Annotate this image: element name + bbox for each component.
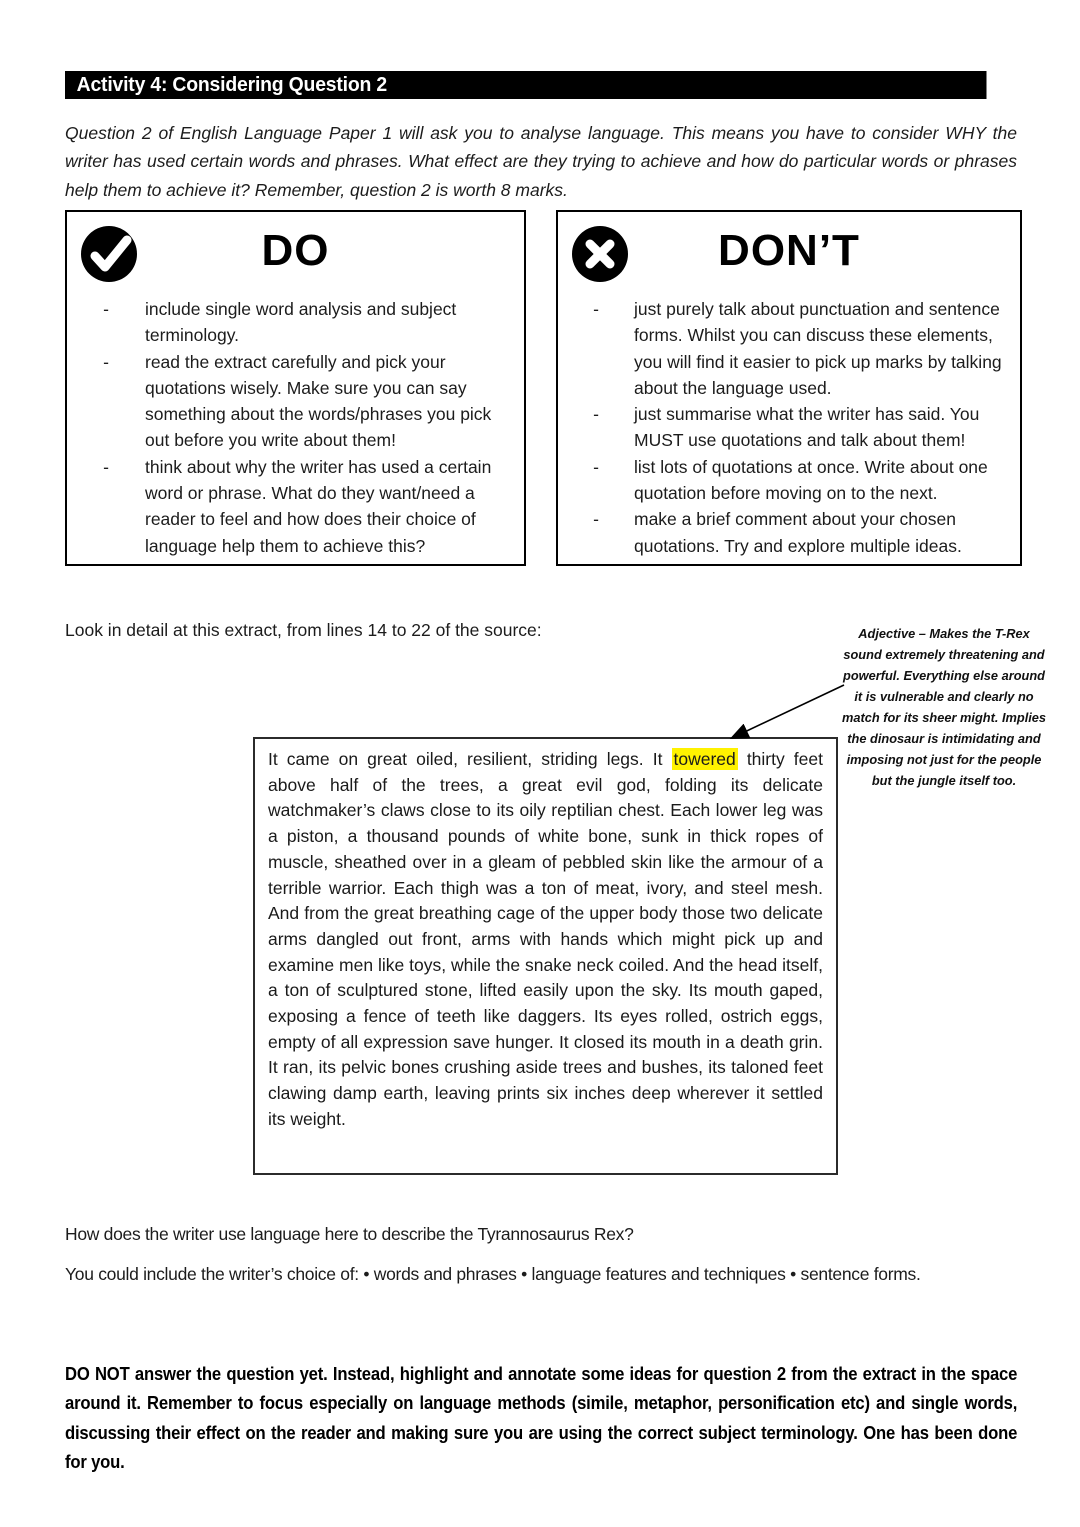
dash-bullet: - [103,456,109,477]
extract-text-before: It came on great oiled, resilient, striding legs. It [268,749,672,769]
do-list-item: - include single word analysis and subject terminology. [67,296,516,349]
dash-bullet: - [593,404,599,425]
extract-text-after: thirty feet above half of the trees, a great evil god, folding its delicate watchmaker’s claws close to its oily reptilian chest. Each lower leg was a piston, a thousand pounds of white bone, sunk in thick ropes of muscle, sheathed over in a gleam of pebbled skin like the armour of a terrible warrior. Each thigh was a ton of meat, ivory, and steel mesh. And from the great breathing cage of the upper body those two delicate arms dangled out front, arms with hands which might pick up and examine men like toys, while the snake neck coiled. And the head itself, a ton of sculptured stone, lifted easily upon the sky. Its mouth gaped, exposing a fence of teeth like daggers. Its eyes rolled, ostrich eggs, empty of all expression save hunger. It closed its mouth in a death grin. It ran, its pelvic bones crushing aside trees and bushes, its taloned feet clawing damp earth, leaving prints six inches deep wherever it settled its weight. [268,749,823,1129]
dash-bullet: - [103,299,109,319]
highlighted-word: towered [673,749,736,769]
activity-title-bar: Activity 4: Considering Question 2 [65,71,987,99]
dont-list-item: - just summarise what the writer has said. You MUST use quotations and talk about them! [558,401,1012,454]
dash-bullet: - [593,456,599,477]
instructions-paragraph: DO NOT answer the question yet. Instead, highlight and annotate some ideas for question 2 from the extract in the space around it. Remember to focus especially on language methods (simile, metaphor, personification etc) and single words, discussing their effect on the reader and making sure you are using the correct subject terminology. One has been done for you. [65,1362,1018,1472]
intro-paragraph: Question 2 of English Language Paper 1 will ask you to analyse language. This means you have to consider WHY the writer has used certain words and phrases. What effect are they trying to achieve and how do particular words or phrases help them to achieve it? Remember, question 2 is worth 8 marks. [65,122,1017,200]
question-line: How does the writer use language here to describe the Tyrannosaurus Rex? [65,1224,634,1244]
dont-list-item: - make a brief comment about your chosen quotations. Try and explore multiple ideas. [558,506,1012,559]
dash-bullet: - [593,299,599,319]
do-box-title: DO [261,226,330,275]
look-in-detail-line: Look in detail at this extract, from lines 14 to 22 of the source: [65,620,542,640]
annotation-arrow [700,668,860,748]
dash-bullet: - [103,351,109,372]
dont-list [558,296,1012,559]
dont-box [556,210,1022,566]
dont-box-title: DON’T [718,226,860,275]
annotation-note: Adjective – Makes the T-Rex sound extremely threatening and powerful. Everything else around it is vulnerable and clearly no match for its sheer might. Implies the dinosaur is intimidating and imposing not just for the people but the jungle itself too. [841,626,1047,788]
do-box [65,210,526,566]
dont-list-item: - just purely talk about punctuation and sentence forms. Whilst you can discuss these elements, you will find it easier to pick up marks by talking about the language used. [558,296,1012,401]
choices-line: You could include the writer’s choice of: • words and phrases • language features and techniques • sentence forms. [65,1264,921,1284]
dash-bullet: - [593,509,599,530]
do-list-item: - think about why the writer has used a certain word or phrase. What do they want/need a reader to feel and how does their choice of language help them to achieve this? [67,454,516,559]
dont-list-item: - list lots of quotations at once. Write about one quotation before moving on to the next. [558,454,1012,507]
extract-box [253,737,838,1175]
do-list-item: - read the extract carefully and pick your quotations wisely. Make sure you can say something about the words/phrases you pick out before you write about them! [67,349,516,454]
do-list [67,296,516,559]
